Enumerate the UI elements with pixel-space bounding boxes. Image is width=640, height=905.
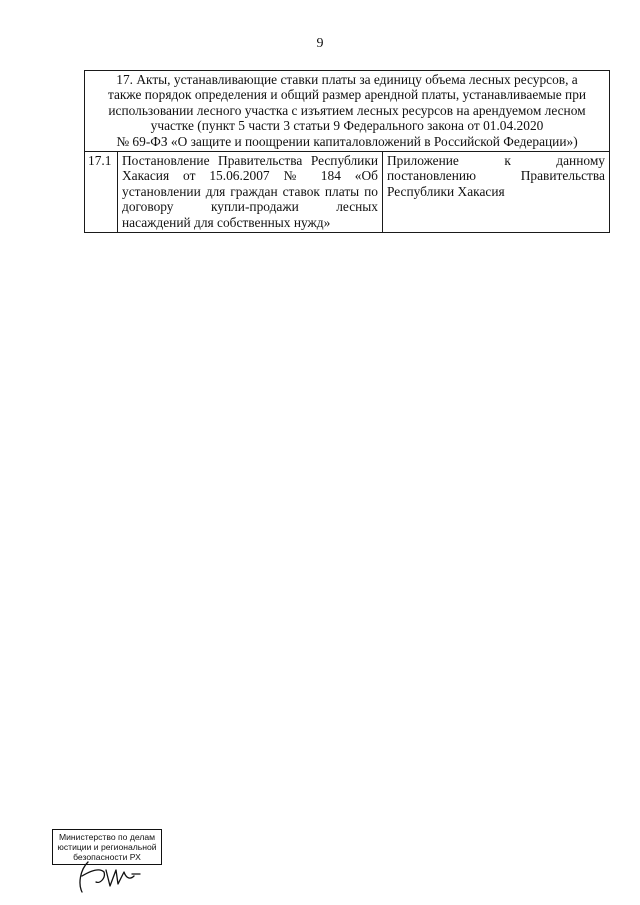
signature-icon	[70, 856, 150, 896]
section-header-line: 17. Акты, устанавливающие ставки платы за единицу объема лесных ресурсов, а	[116, 72, 578, 87]
stamp-line: Министерство по делам	[58, 832, 156, 842]
row-number-cell: 17.1	[85, 152, 118, 233]
section-header-cell	[85, 71, 610, 152]
section-header-line: участке (пункт 5 части 3 статьи 9 Федерального закона от 01.04.2020	[150, 118, 544, 134]
stamp-line: юстиции и региональной	[57, 842, 157, 852]
stamp-line: безопасности РХ	[73, 852, 141, 862]
table-row	[85, 152, 610, 233]
section-header-row	[85, 71, 610, 152]
acts-table	[84, 70, 610, 233]
act-title-cell: Постановление Правительства Республики Хакасия от 15.06.2007 № 184 «Об установлении для граждан ставок платы по договору купли-продажи лесных насаждений для собственных нужд»	[118, 152, 383, 233]
section-header-line: использовании лесного участка с изъятием лесных ресурсов на арендуемом лесном	[108, 102, 586, 118]
section-header-line: также порядок определения и общий размер арендной платы, устанавливаемые при	[107, 87, 587, 103]
section-header-line: № 69-ФЗ «О защите и поощрении капиталовложений в Российской Федерации»)	[116, 133, 578, 149]
act-note-cell: Приложение к данному постановлению Правительства Республики Хакасия	[383, 152, 610, 233]
page-number: 9	[316, 36, 324, 51]
